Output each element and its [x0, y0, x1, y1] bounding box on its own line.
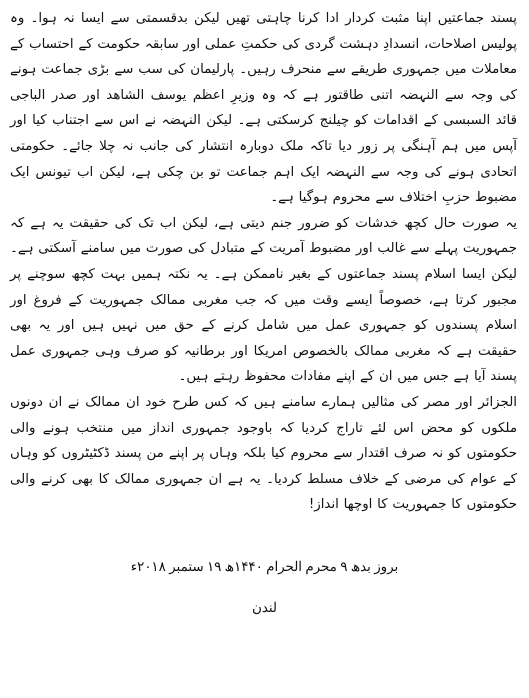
- city-line: لندن: [252, 600, 277, 615]
- date-line: بروز بدھ ۹ محرم الحرام ۱۴۴۰ھ ۱۹ ستمبر ۲۰۱۸ء: [130, 559, 399, 574]
- paragraph-3: الجزائر اور مصر کی مثالیں ہمارے سامنے ہیں کہ کس طرح خود ان ممالک نے ان دونوں ملکوں کو محض اس لئے تاراج کردیا کہ باوجود جمہوری انداز میں منتخب ہونے والی حکومتوں کو نہ صرف اقتدار سے محروم کیا بلکہ وہاں پر اپنے من پسند ڈکٹیٹروں کو وہاں کے عوام کی مرضی کے خلاف مسلط کردیا۔ یہ ہے ان جمہوری ممالک کا بھی کرنے والی حکومتوں کا جمہوریت کا اوچھا انداز!: [10, 394, 517, 513]
- paragraph-2: یہ صورت حال کچھ خدشات کو ضرور جنم دیتی ہے، لیکن اب تک کی حقیقت یہ ہے کہ جمہوریت پہلے سے غالب اور مضبوط آمریت کے متبادل کی صورت میں سامنے آسکتی ہے۔ لیکن ایسا اسلام پسند جماعتوں کے بغیر ناممکن ہے۔ یہ نکتہ ہمیں بہت کچھ سوچنے پر مجبور کرتا ہے، خصوصاً ایسے وقت میں کہ جب مغربی ممالک جمہوریت کے فروغ اور اسلام پسندوں کو جمہوری عمل میں شامل کرنے کے حق میں نہیں ہیں اور یہ بھی حقیقت ہے کہ مغربی ممالک بالخصوص امریکا اور برطانیہ کو صرف وہی جمہوری عمل پسند آیا ہے جس میں ان کے اپنے مفادات محفوظ رہتے ہیں۔: [10, 215, 517, 385]
- paragraph-1: پسند جماعتیں اپنا مثبت کردار ادا کرنا چاہتی تھیں لیکن بدقسمتی سے ایسا نہ ہوا۔ وہ پولیس اصلاحات، انسدادِ دہشت گردی کی حکمتِ عملی اور سابقہ حکومت کے احتساب کے معاملات میں جمہوری طریقے سے منحرف رہیں۔ پارلیمان کی سب سے بڑی جماعت ہونے کی وجہ سے النہضہ اتنی طاقتور ہے کہ وہ وزیرِ اعظم یوسف الشاھد اور صدر الباجی قائد السبسی کے اقدامات کو چیلنج کرسکتی ہے۔ لیکن النہضہ نے اس سے اجتناب کیا اور آپس میں ہم آہنگی پر زور دیا تاکہ ملک دوبارہ انتشار کی جانب نہ چلا جائے۔ حکومتی اتحادی ہونے کی وجہ سے النہضہ ایک اہم جماعت تو بن چکی ہے، لیکن اب تیونس ایک مضبوط حزبِ اختلاف سے محروم ہوگیا ہے۔: [9, 11, 517, 206]
